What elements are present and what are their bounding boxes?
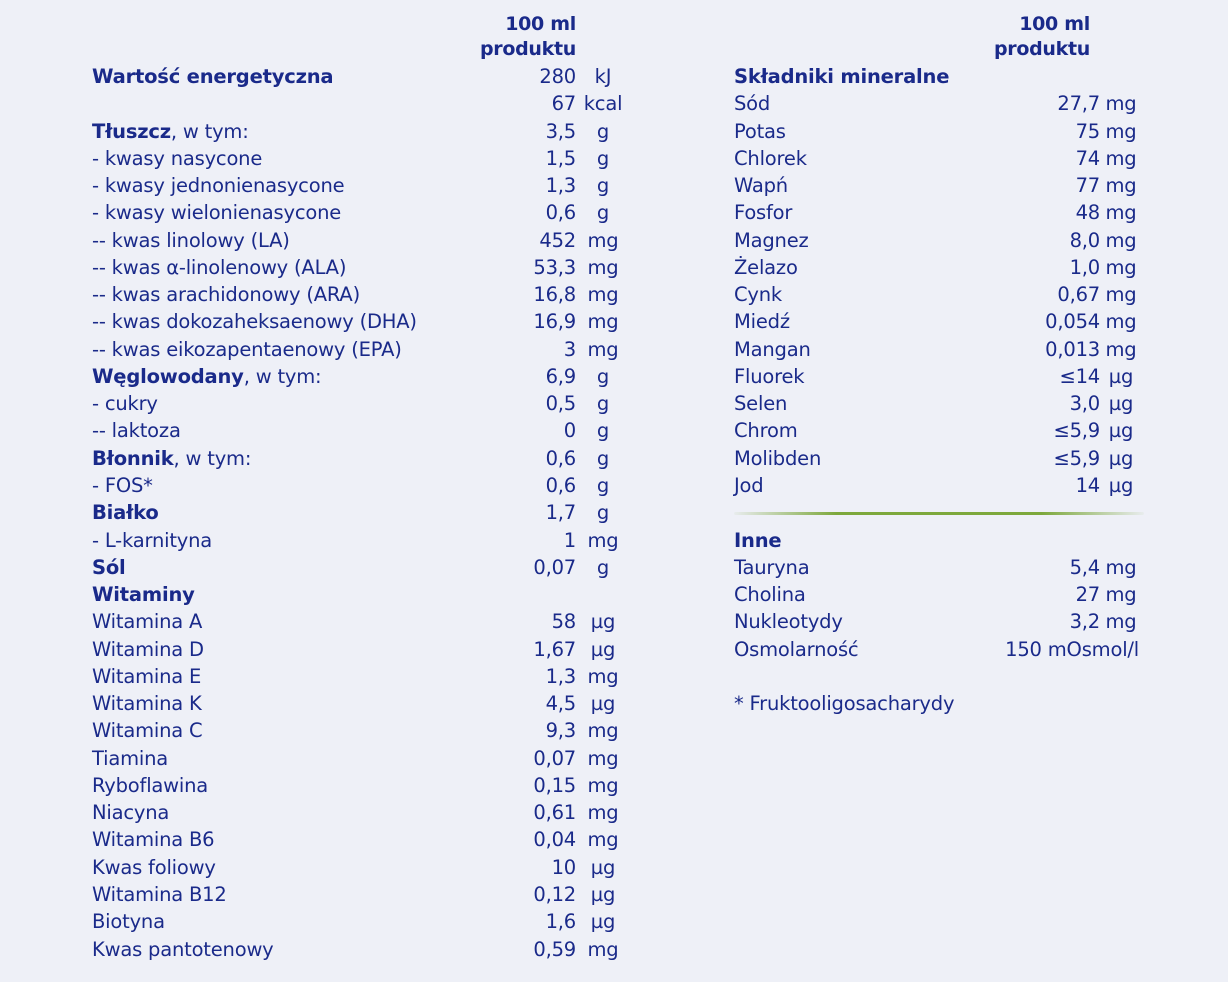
nutrient-row [734, 608, 1144, 635]
nutrient-value: 0,07 [533, 555, 576, 579]
nutrient-unit: mg [1105, 201, 1137, 225]
nutrient-value: 1,6 [545, 910, 576, 934]
nutrient-row [734, 90, 1144, 117]
nutrient-value: 27,7 [1057, 92, 1100, 116]
nutrient-name [92, 363, 321, 390]
nutrient-value: 53,3 [533, 255, 576, 279]
nutrient-value: 0,61 [533, 801, 576, 825]
nutrient-row [92, 417, 632, 444]
nutrient-name: Fluorek [734, 364, 805, 388]
nutrient-name: - kwasy wielonienasycone [92, 201, 342, 225]
nutrition-column-left [92, 12, 632, 963]
nutrient-row [92, 881, 632, 908]
nutrient-unit: mg [587, 283, 619, 307]
nutrient-unit: g [596, 174, 610, 198]
spacer [734, 663, 1144, 690]
nutrient-value: 3,0 [1069, 392, 1100, 416]
nutrient-name [92, 445, 251, 472]
nutrient-name: Cholina [734, 583, 806, 607]
nutrient-unit: mg [587, 801, 619, 825]
nutrient-unit: µg [1108, 473, 1134, 497]
nutrient-value: 16,9 [533, 310, 576, 334]
nutrient-name: Miedź [734, 310, 790, 334]
nutrient-value: 1,7 [545, 501, 576, 525]
nutrient-name-bold: Tłuszcz [92, 119, 171, 143]
nutrient-row [92, 90, 632, 117]
nutrient-unit: µg [590, 882, 616, 906]
nutrient-value: 4,5 [545, 692, 576, 716]
nutrient-value: 150 mOsmol/l [1005, 637, 1139, 661]
nutrient-name: Chlorek [734, 146, 807, 170]
nutrient-row [92, 336, 632, 363]
nutrient-unit: µg [590, 692, 616, 716]
nutrient-value: 0,12 [533, 882, 576, 906]
nutrient-unit: mg [587, 337, 619, 361]
nutrient-name-suffix: , w tym: [170, 119, 249, 143]
nutrient-row [92, 854, 632, 881]
nutrient-row [734, 527, 1144, 554]
nutrient-row [92, 745, 632, 772]
nutrient-name-suffix: , w tym: [173, 446, 252, 470]
nutrient-unit: mg [587, 828, 619, 852]
nutrient-name: Cynk [734, 283, 783, 307]
nutrient-name: Witaminy [92, 583, 195, 607]
nutrient-unit: g [596, 419, 610, 443]
nutrient-value: 58 [551, 610, 576, 634]
nutrient-row [734, 472, 1144, 499]
nutrient-row [734, 581, 1144, 608]
nutrient-name: -- kwas dokozaheksaenowy (DHA) [92, 310, 417, 334]
nutrient-row [734, 390, 1144, 417]
nutrient-row [734, 554, 1144, 581]
nutrient-unit: mg [1105, 283, 1137, 307]
nutrient-name: -- kwas arachidonowy (ARA) [92, 283, 360, 307]
nutrient-rows [734, 63, 1144, 717]
nutrient-name: Ryboflawina [92, 773, 209, 797]
nutrient-name: Witamina K [92, 692, 202, 716]
nutrient-value: 1,5 [545, 146, 576, 170]
nutrient-row [734, 336, 1144, 363]
nutrient-value: 452 [539, 228, 576, 252]
nutrient-row [92, 199, 632, 226]
nutrient-unit: mg [587, 773, 619, 797]
nutrient-name: Witamina B6 [92, 828, 215, 852]
nutrient-unit: mg [1105, 119, 1137, 143]
nutrient-unit: mg [1105, 583, 1137, 607]
nutrient-row [92, 390, 632, 417]
nutrient-name: Niacyna [92, 801, 170, 825]
nutrient-name: Kwas pantotenowy [92, 937, 274, 961]
nutrient-row [92, 445, 632, 472]
nutrient-row [734, 445, 1144, 472]
nutrient-unit: kJ [594, 65, 612, 88]
nutrient-row [92, 363, 632, 390]
nutrient-row [92, 63, 632, 90]
nutrient-name: Białko [92, 501, 159, 525]
nutrient-unit: g [596, 364, 610, 388]
nutrient-rows [92, 63, 632, 963]
nutrient-row [734, 199, 1144, 226]
nutrient-value: 3,5 [545, 119, 576, 143]
nutrient-row [92, 717, 632, 744]
nutrient-row [92, 636, 632, 663]
nutrient-name: Potas [734, 119, 786, 143]
nutrient-value: 0,15 [533, 773, 576, 797]
nutrient-unit: g [596, 501, 610, 525]
nutrient-row [734, 145, 1144, 172]
nutrient-name: - L-karnityna [92, 528, 213, 552]
nutrient-name: Sód [734, 92, 771, 116]
nutrient-row [734, 227, 1144, 254]
nutrient-row [734, 308, 1144, 335]
nutrient-row [92, 554, 632, 581]
nutrient-row [734, 636, 1144, 663]
column-header [734, 12, 1144, 63]
nutrient-row [92, 281, 632, 308]
nutrient-unit: g [596, 201, 610, 225]
nutrient-row [734, 118, 1144, 145]
nutrient-row [92, 499, 632, 526]
nutrient-value: 0,04 [533, 828, 576, 852]
nutrient-unit: g [596, 446, 610, 470]
nutrient-name: * Fruktooligosacharydy [734, 692, 955, 716]
nutrient-name: Sól [92, 555, 126, 579]
nutrient-row [92, 772, 632, 799]
nutrient-unit: mg [1105, 146, 1137, 170]
nutrient-name: Witamina B12 [92, 882, 227, 906]
nutrient-value: 1 [563, 528, 576, 552]
nutrient-value: 3,2 [1069, 610, 1100, 634]
nutrient-value: 6,9 [545, 364, 576, 388]
nutrient-name: Molibden [734, 446, 822, 470]
nutrient-name-suffix: , w tym: [243, 364, 322, 388]
nutrient-name: Nukleotydy [734, 610, 843, 634]
nutrient-value: 0,5 [545, 392, 576, 416]
nutrient-name-bold: Węglowodany [92, 364, 244, 388]
nutrient-unit: mg [1105, 228, 1137, 252]
nutrient-value: 0,59 [533, 937, 576, 961]
nutrient-unit: mg [1105, 310, 1137, 334]
nutrient-name: - kwasy jednonienasycone [92, 174, 345, 198]
nutrient-name: Inne [734, 528, 782, 552]
nutrient-value: 1,3 [545, 174, 576, 198]
nutrient-unit: mg [1105, 255, 1137, 279]
nutrient-value: 77 [1075, 174, 1100, 198]
nutrient-value: 0,67 [1057, 283, 1100, 307]
nutrient-value: ≤14 [1059, 364, 1100, 388]
nutrient-unit: µg [590, 610, 616, 634]
nutrient-value: 74 [1075, 146, 1100, 170]
nutrient-name: Tauryna [734, 555, 810, 579]
nutrient-value: 0,6 [545, 473, 576, 497]
nutrient-value: 1,67 [533, 637, 576, 661]
nutrient-unit: g [596, 555, 610, 579]
header-per-100ml: 100 ml produktu [480, 13, 576, 60]
nutrient-value: 14 [1075, 473, 1100, 497]
nutrient-unit: µg [1108, 446, 1134, 470]
nutrient-unit: mg [587, 310, 619, 334]
nutrient-row [92, 227, 632, 254]
nutrient-value: 67 [551, 92, 576, 116]
nutrient-value: 0,07 [533, 746, 576, 770]
nutrient-unit: µg [1108, 364, 1134, 388]
nutrient-value: 280 [539, 65, 576, 88]
nutrient-name-bold: Błonnik [92, 446, 174, 470]
nutrient-name: Wapń [734, 174, 788, 198]
nutrient-row [92, 608, 632, 635]
nutrient-value: 10 [551, 855, 576, 879]
nutrient-row [734, 172, 1144, 199]
nutrient-value: 3 [563, 337, 576, 361]
nutrient-row [734, 254, 1144, 281]
nutrient-row [92, 172, 632, 199]
nutrient-row [92, 254, 632, 281]
nutrient-value: 1,3 [545, 664, 576, 688]
nutrient-row [92, 472, 632, 499]
nutrient-value: 5,4 [1069, 555, 1100, 579]
nutrient-row [92, 690, 632, 717]
nutrient-unit: mg [1105, 610, 1137, 634]
nutrient-value: 0,013 [1045, 337, 1100, 361]
nutrient-name: Składniki mineralne [734, 65, 950, 88]
nutrient-value: 1,0 [1069, 255, 1100, 279]
nutrient-value: 9,3 [545, 719, 576, 743]
nutrient-value: 0,6 [545, 201, 576, 225]
nutrient-value: 0,6 [545, 446, 576, 470]
nutrient-unit: mg [1105, 174, 1137, 198]
nutrient-value: ≤5,9 [1053, 419, 1100, 443]
nutrient-name: -- kwas α-linolenowy (ALA) [92, 255, 347, 279]
nutrient-name: Wartość energetyczna [92, 65, 334, 88]
nutrient-name: - FOS* [92, 473, 153, 497]
nutrient-name: Witamina A [92, 610, 203, 634]
nutrient-unit: µg [590, 855, 616, 879]
nutrient-unit: g [596, 119, 610, 143]
nutrient-unit: mg [1105, 337, 1137, 361]
nutrient-row [734, 363, 1144, 390]
nutrient-name: Tiamina [92, 746, 169, 770]
nutrient-row [92, 581, 632, 608]
nutrient-value: 75 [1075, 119, 1100, 143]
nutrient-value: 48 [1075, 201, 1100, 225]
nutrient-name: Chrom [734, 419, 798, 443]
header-per-100ml: 100 ml produktu [994, 13, 1090, 60]
nutrient-value: 0,054 [1045, 310, 1100, 334]
nutrient-unit: µg [590, 910, 616, 934]
nutrient-name: -- laktoza [92, 419, 181, 443]
nutrient-name: Selen [734, 392, 788, 416]
nutrient-name: - cukry [92, 392, 158, 416]
column-header [92, 12, 632, 63]
nutrient-name: Witamina C [92, 719, 203, 743]
nutrient-unit: g [596, 146, 610, 170]
nutrient-name: Kwas foliowy [92, 855, 216, 879]
nutrient-name: Fosfor [734, 201, 793, 225]
nutrient-name: Jod [734, 473, 764, 497]
nutrient-name: -- kwas linolowy (LA) [92, 228, 290, 252]
nutrient-unit: mg [587, 746, 619, 770]
nutrient-row [734, 417, 1144, 444]
nutrient-row [734, 281, 1144, 308]
nutrient-unit: mg [587, 255, 619, 279]
nutrient-row [92, 118, 632, 145]
nutrient-unit: µg [1108, 392, 1134, 416]
nutrient-value: ≤5,9 [1053, 446, 1100, 470]
nutrient-name: -- kwas eikozapentaenowy (EPA) [92, 337, 402, 361]
nutrient-name: - kwasy nasycone [92, 146, 263, 170]
nutrient-row [734, 63, 1144, 90]
nutrient-name [92, 118, 249, 145]
divider-line [734, 512, 1144, 515]
nutrition-column-right [734, 12, 1144, 717]
nutrient-name: Magnez [734, 228, 809, 252]
nutrient-value: 27 [1075, 583, 1100, 607]
nutrient-row [92, 527, 632, 554]
nutrient-row [92, 663, 632, 690]
nutrient-unit: mg [587, 528, 619, 552]
nutrient-unit: g [596, 392, 610, 416]
nutrient-unit: mg [587, 937, 619, 961]
nutrient-row [92, 826, 632, 853]
nutrient-name: Osmolarność [734, 637, 859, 661]
nutrient-unit: mg [587, 228, 619, 252]
nutrient-name: Biotyna [92, 910, 165, 934]
nutrient-row [92, 936, 632, 963]
nutrient-unit: mg [587, 719, 619, 743]
nutrient-unit: mg [1105, 92, 1137, 116]
nutrient-unit: mg [587, 664, 619, 688]
nutrient-value: 0 [563, 419, 576, 443]
nutrient-row [92, 908, 632, 935]
nutrient-name: Witamina D [92, 637, 204, 661]
nutrient-name: Witamina E [92, 664, 202, 688]
nutrient-row [92, 308, 632, 335]
nutrient-unit: mg [1105, 555, 1137, 579]
nutrient-name: Mangan [734, 337, 811, 361]
nutrient-name: Żelazo [734, 255, 798, 279]
nutrient-unit: µg [1108, 419, 1134, 443]
nutrient-unit: µg [590, 637, 616, 661]
nutrient-row [92, 799, 632, 826]
nutrient-row [734, 690, 1144, 717]
nutrient-unit: g [596, 473, 610, 497]
nutrient-unit: kcal [583, 92, 623, 116]
nutrient-value: 16,8 [533, 283, 576, 307]
nutrient-row [92, 145, 632, 172]
nutrient-value: 8,0 [1069, 228, 1100, 252]
section-divider [734, 499, 1144, 526]
